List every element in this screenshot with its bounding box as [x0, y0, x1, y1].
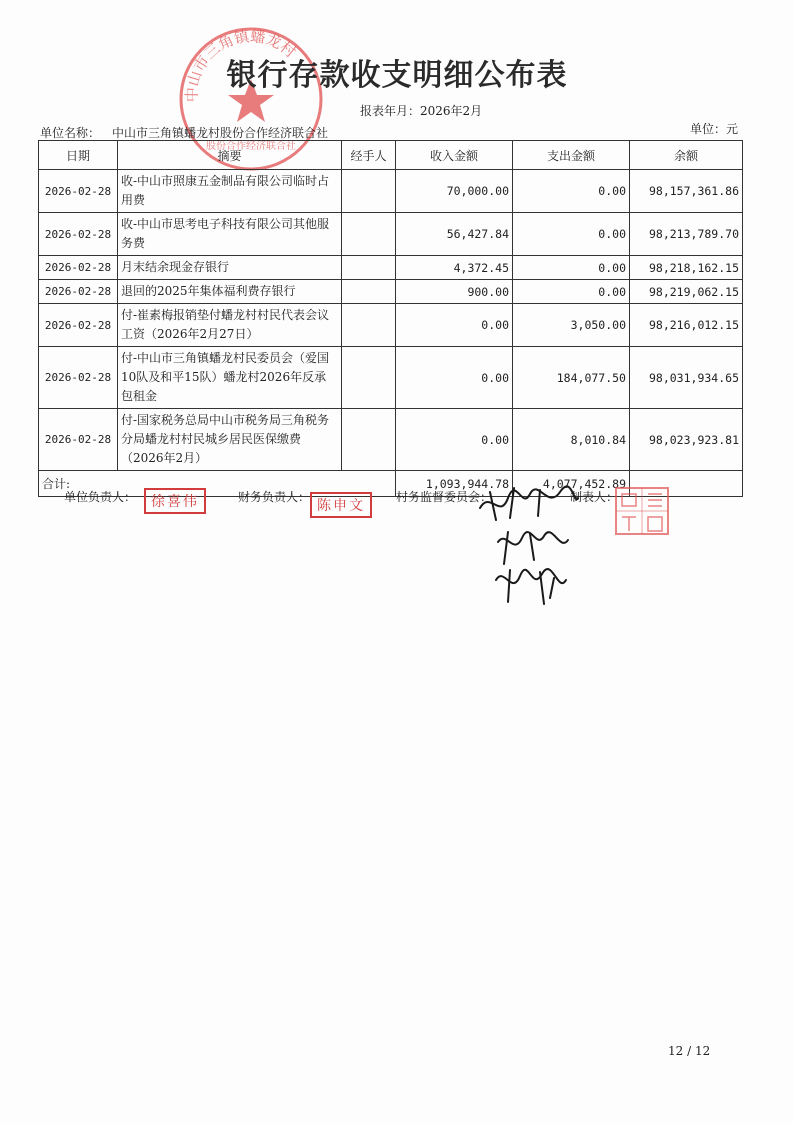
cell-summary: 付-国家税务总局中山市税务局三角税务分局蟠龙村村民城乡居民医保缴费（2026年2月） — [118, 409, 342, 471]
cell-date: 2026-02-28 — [39, 170, 118, 213]
cell-handler — [342, 280, 396, 304]
col-income: 收入金额 — [396, 141, 513, 170]
cell-handler — [342, 347, 396, 409]
total-expense: 4,077,452.89 — [513, 471, 630, 497]
cell-balance: 98,218,162.15 — [630, 256, 743, 280]
cell-date: 2026-02-28 — [39, 347, 118, 409]
cell-date: 2026-02-28 — [39, 409, 118, 471]
cell-expense: 184,077.50 — [513, 347, 630, 409]
ledger-table — [38, 140, 743, 497]
cell-summary: 收-中山市照康五金制品有限公司临时占用费 — [118, 170, 342, 213]
cell-summary: 付-中山市三角镇蟠龙村民委员会（爱国10队及和平15队）蟠龙村2026年反承包租金 — [118, 347, 342, 409]
cell-handler — [342, 304, 396, 347]
cell-expense: 0.00 — [513, 280, 630, 304]
cell-date: 2026-02-28 — [39, 213, 118, 256]
col-summary: 摘要 — [118, 141, 342, 170]
cell-date: 2026-02-28 — [39, 256, 118, 280]
unit-name-value: 中山市三角镇蟠龙村股份合作经济联合社 — [112, 126, 329, 140]
col-balance: 余额 — [630, 141, 743, 170]
cell-summary: 月末结余现金存银行 — [118, 256, 342, 280]
cell-income: 56,427.84 — [396, 213, 513, 256]
unit-head-label: 单位负责人： — [64, 490, 137, 504]
unit-name-row — [40, 124, 328, 141]
total-label: 合计: — [39, 471, 396, 497]
cell-income: 70,000.00 — [396, 170, 513, 213]
supervisory-label: 村务监督委员会： — [396, 490, 493, 504]
unit-name-label: 单位名称： — [40, 126, 101, 140]
table-row — [39, 304, 743, 347]
handwritten-signatures — [470, 480, 590, 610]
cell-handler — [342, 256, 396, 280]
table-row — [39, 280, 743, 304]
preparer-label: 制表人： — [570, 490, 619, 504]
cell-balance: 98,031,934.65 — [630, 347, 743, 409]
cell-summary: 退回的2025年集体福利费存银行 — [118, 280, 342, 304]
total-income: 1,093,944.78 — [396, 471, 513, 497]
cell-handler — [342, 170, 396, 213]
finance-head-label: 财务负责人： — [238, 490, 311, 504]
col-date: 日期 — [39, 141, 118, 170]
cell-income: 0.00 — [396, 347, 513, 409]
unit-head-stamp: 徐喜伟 — [144, 488, 206, 514]
cell-income: 4,372.45 — [396, 256, 513, 280]
cell-date: 2026-02-28 — [39, 304, 118, 347]
cell-handler — [342, 409, 396, 471]
cell-balance: 98,157,361.86 — [630, 170, 743, 213]
table-row — [39, 347, 743, 409]
cell-income: 0.00 — [396, 304, 513, 347]
preparer-seal — [614, 486, 670, 536]
table-row — [39, 170, 743, 213]
cell-balance: 98,219,062.15 — [630, 280, 743, 304]
cell-expense: 0.00 — [513, 170, 630, 213]
finance-head-stamp: 陈申文 — [310, 492, 372, 518]
table-header-row — [39, 141, 743, 170]
report-period: 报表年月：2026年2月 — [360, 104, 483, 118]
cell-date: 2026-02-28 — [39, 280, 118, 304]
table-row — [39, 213, 743, 256]
cell-expense: 0.00 — [513, 256, 630, 280]
cell-summary: 收-中山市思考电子科技有限公司其他服务费 — [118, 213, 342, 256]
col-expense: 支出金额 — [513, 141, 630, 170]
cell-expense: 8,010.84 — [513, 409, 630, 471]
table-row — [39, 409, 743, 471]
cell-income: 0.00 — [396, 409, 513, 471]
cell-balance: 98,216,012.15 — [630, 304, 743, 347]
cell-income: 900.00 — [396, 280, 513, 304]
cell-balance: 98,023,923.81 — [630, 409, 743, 471]
currency-unit: 单位：元 — [690, 122, 739, 136]
table-row — [39, 256, 743, 280]
cell-summary: 付-崔素梅报销垫付蟠龙村村民代表会议工资（2026年2月27日） — [118, 304, 342, 347]
cell-expense: 0.00 — [513, 213, 630, 256]
svg-text:中山市三角镇蟠龙村: 中山市三角镇蟠龙村 — [182, 27, 300, 103]
page-number: 12 / 12 — [668, 1044, 711, 1058]
cell-handler — [342, 213, 396, 256]
svg-text:股份合作经济联合社: 股份合作经济联合社 — [206, 141, 296, 152]
cell-balance: 98,213,789.70 — [630, 213, 743, 256]
page-title: 银行存款收支明细公布表 — [226, 58, 568, 93]
col-handler: 经手人 — [342, 141, 396, 170]
cell-expense: 3,050.00 — [513, 304, 630, 347]
